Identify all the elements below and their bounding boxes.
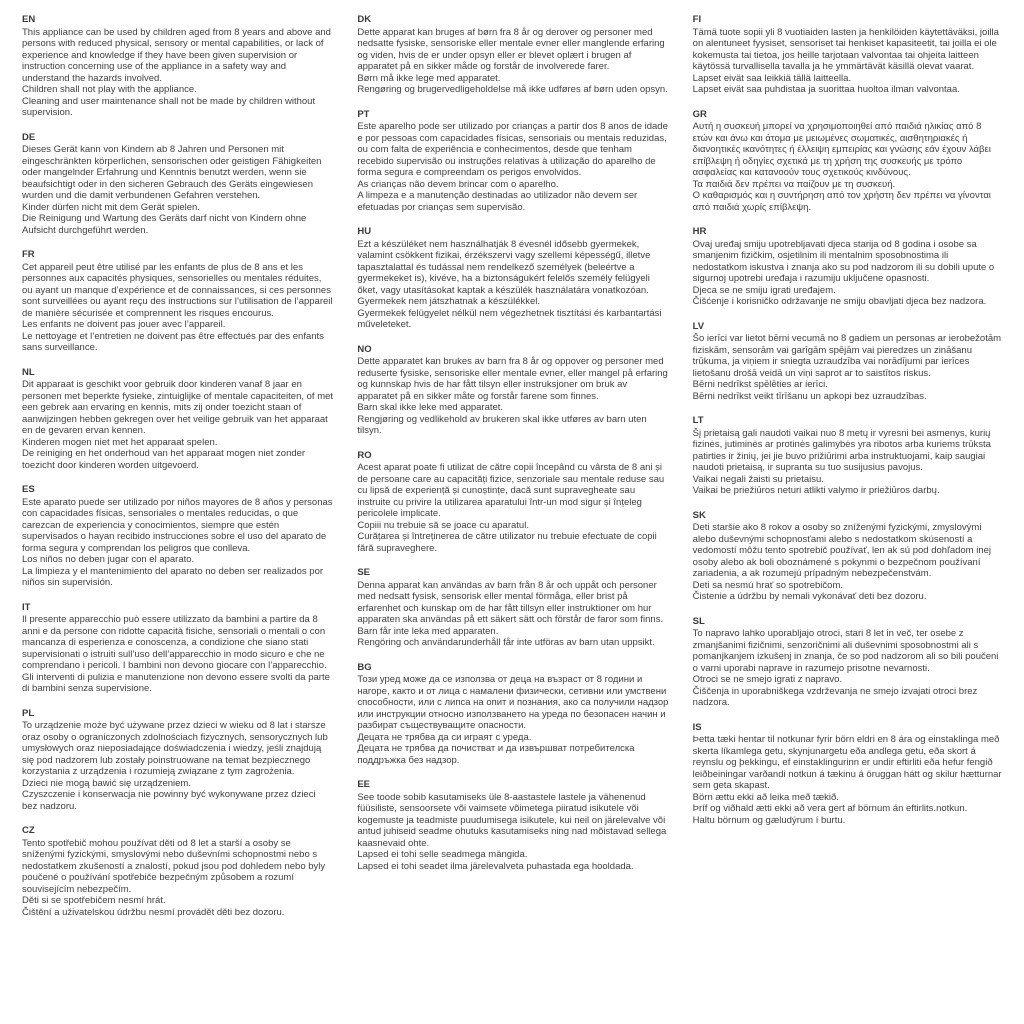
language-code-label: LV xyxy=(692,320,705,332)
language-section-fi xyxy=(693,14,1004,96)
instruction-paragraph: To urządzenie może być używane przez dzieci w wieku od 8 lat i starsze oraz osoby o ograniczonych zdolnościach fizycznych, sensorycznych lub umysłowych oraz nieposiadające doświadczenia i wiedzy, jeśli znajdują się pod nadzorem lub zostały poinstruowane na temat bezpiecznego korzystania z urządzenia i rozumieją związane z tym zagrożenia. xyxy=(22,720,328,777)
instruction-paragraph: Barn skal ikke leke med apparatet. xyxy=(357,402,504,413)
language-section-hu xyxy=(357,226,668,331)
instruction-paragraph: Dit apparaat is geschikt voor gebruik door kinderen vanaf 8 jaar en personen met beperkte fysieke, zintuiglijke of mentale capaciteiten, of met een gebrek aan ervaring en kennis, mits zij onder toezicht staan of aanwijzingen hebben gekregen over het veilige gebruik van het apparaat en de gevaren ervan kennen. xyxy=(22,379,334,436)
instruction-paragraph: Copiii nu trebuie să se joace cu aparatul. xyxy=(357,519,529,531)
instruction-paragraph: Dette apparat kan bruges af børn fra 8 år og derover og personer med nedsatte fysiske, sensoriske eller mentale evner eller manglende erfaring og viden, hvis de er under opsyn eller er blevet oplært i brugen af apparatet på en sikker måde og forstår de involverede farer. xyxy=(357,26,665,72)
instruction-paragraph: Barn får inte leka med apparaten. xyxy=(357,625,499,637)
instruction-paragraph: Rengöring och användarunderhåll får inte utföras av barn utan uppsikt. xyxy=(357,637,655,648)
instruction-paragraph: Šo ierīci var lietot bērni vecumā no 8 gadiem un personas ar ierobežotām fiziskām, sensorām vai garīgām spējām vai pieredzes un zināšanu trūkuma, ja viņiem ir sniegta uzraudzība vai norādījumi par ierīces lietošanu drošā veidā un viņi saprot ar to saistītos riskus. xyxy=(692,333,1002,379)
language-code-label: EN xyxy=(22,14,36,25)
column-left xyxy=(22,14,333,1014)
instruction-paragraph: Αυτή η συσκευή μπορεί να χρησιμοποιηθεί από παιδιά ηλικίας από 8 ετών και άνω και άτομα με μειωμένες σωματικές, αισθητηριακές ή διανοητικές ικανότητες ή έλλειψη εμπειρίας και γνώσης εάν έχουν λάβει επίβλεψη ή οδηγίες σχετικά με τη χρήση της συσκευής με τρόπο ασφαλείας και κατανοούν τους σχετικούς κινδύνους. xyxy=(692,121,991,178)
instruction-paragraph: Djeca se ne smiju igrati uređajem. xyxy=(692,284,836,296)
instruction-paragraph: Šį prietaisą gali naudoti vaikai nuo 8 metų ir vyresni bei asmenys, kurių fizinės, jutiminės ar protinės galimybės yra ribotos arba kuriems trūksta patirties ir žinių, jei jie buvo prižiūrimi arba instruktuojami, kaip saugiai naudoti prietaisą, ir supranta su tuo susijusius pavojus. xyxy=(692,427,991,473)
language-section-sl xyxy=(693,616,1004,709)
language-code-label: IS xyxy=(692,721,702,733)
instruction-paragraph: Děti si se spotřebičem nesmí hrát. xyxy=(22,895,166,906)
language-code-label: HU xyxy=(357,226,372,237)
instruction-paragraph: As crianças não devem brincar com o aparelho. xyxy=(357,178,559,190)
instruction-paragraph: Denna apparat kan användas av barn från 8 år och uppåt och personer med nedsatt fysisk, sensorisk eller mental förmåga, eller brist på erfarenhet och kunskap om de har fått tillsyn eller instruktioner om hur apparaten ska användas på ett säkert sätt och förstår de faror som finns. xyxy=(357,579,664,625)
instruction-paragraph: Rengjøring og vedlikehold av brukeren skal ikke utføres av barn uten tilsyn. xyxy=(357,413,647,436)
instruction-paragraph: Čiščenja in uporabniškega vzdrževanja ne smejo izvajati otroci brez nadzora. xyxy=(692,685,978,708)
instruction-paragraph: Deti sa nesmú hrať so spotrebičom. xyxy=(692,579,844,591)
instruction-paragraph: De reiniging en het onderhoud van het apparaat mogen niet zonder toezicht door kinderen worden uitgevoerd. xyxy=(22,448,306,471)
instruction-paragraph: Acest aparat poate fi utilizat de către copii începând cu vârsta de 8 ani și de persoane care au capacități fizice, senzoriale sau mentale reduse sau cu lipsă de experiență și cunoștințe, dacă sunt supravegheate sau instruite cu privire la utilizarea aparatului într-un mod sigur și înțeleg pericolele implicate. xyxy=(357,462,665,519)
language-code-label: SE xyxy=(357,567,371,578)
instruction-paragraph: This appliance can be used by children aged from 8 years and above and persons with reduced physical, sensory or mental capabilities, or lack of experience and knowledge if they have been given supervision or instruction concerning use of the appliance in a safety way and understand the hazards involved. xyxy=(22,26,331,84)
language-code-label: NL xyxy=(22,366,35,378)
language-section-pt xyxy=(357,109,668,214)
instruction-paragraph: Rengøring og brugervedligeholdelse må ikke udføres af børn uden opsyn. xyxy=(357,84,668,95)
instruction-paragraph: Този уред може да се използва от деца на възраст от 8 години и нагоре, както и от лица с намалени физически, сетивни или умствени способности, или с липса на опит и познания, ако са получили надзор или инструкции относно използването на уреда по безопасен начин и разбират съществуващите опасности. xyxy=(357,674,669,731)
language-section-hr xyxy=(693,226,1004,308)
instruction-paragraph: Cleaning and user maintenance shall not be made by children without supervision. xyxy=(22,95,316,118)
language-section-it xyxy=(22,602,333,695)
language-code-label: HR xyxy=(692,226,707,237)
instruction-paragraph: Börn ættu ekki að leika með tækið. xyxy=(692,791,839,803)
instruction-paragraph: Lapset eivät saa leikkiä tällä laitteella. xyxy=(692,72,852,84)
language-section-nl xyxy=(22,367,333,472)
instruction-paragraph: Ezt a készüléket nem használhatják 8 évesnél idősebb gyermekek, valamint csökkent fizikai, érzékszervi vagy szellemi képességű, illetve tapasztalattal és tudással nem rendelkező személyek (beleértve a gyermekeket is), kivéve, ha a biztonságukért felelős személy felügyeli őket, vagy utasításokat kaptak a készülék használatára vonatkozóan. xyxy=(357,238,651,296)
instruction-paragraph: Čištění a uživatelskou údržbu nesmí provádět děti bez dozoru. xyxy=(22,906,285,918)
instruction-paragraph: Tämä tuote sopii yli 8 vuotiaiden lasten ja henkilöiden käytettäväksi, joilla on alentuneet fyysiset, sensoriset tai henkiset kapasiteetit, tai joilla ei ole kokemusta tai tietoa, jos heille tarjotaan valvontaa tai ohjeita laitteen käytössä turvallisella tavalla ja he ymmärtävät käsillä olevat vaarat. xyxy=(692,26,999,72)
instruction-paragraph: Vaikai negali žaisti su prietaisu. xyxy=(692,473,824,485)
language-section-de xyxy=(22,132,333,237)
instruction-paragraph: Otroci se ne smejo igrati z napravo. xyxy=(692,674,843,685)
column-middle xyxy=(357,14,668,1014)
instruction-paragraph: Gyermekek nem játszhatnak a készülékkel. xyxy=(357,296,541,307)
instruction-paragraph: Les enfants ne doivent pas jouer avec l’appareil. xyxy=(22,319,226,330)
language-section-se xyxy=(357,567,668,649)
language-section-es xyxy=(22,484,333,589)
language-section-dk xyxy=(357,14,668,96)
language-code-label: GR xyxy=(692,108,707,120)
instruction-paragraph: To napravo lahko uporabljajo otroci, stari 8 let in več, ter osebe z zmanjšanimi fizičnimi, senzoričnimi ali duševnimi sposobnostmi ali s pomanjkanjem izkušenj in znanja, če so pod nadzorom ali so bili poučeni o varni uporabi naprave in razumejo prisotne nevarnosti. xyxy=(692,628,999,674)
language-section-no xyxy=(357,344,668,437)
language-section-pl xyxy=(22,708,333,813)
instruction-paragraph: Le nettoyage et l’entretien ne doivent pas être effectués par des enfants sans surveillance. xyxy=(22,330,324,353)
instruction-paragraph: Dette apparatet kan brukes av barn fra 8 år og oppover og personer med reduserte fysiske, sensoriske eller mentale evner, eller mangel på erfaring og kunnskap hvis de har fått tilsyn eller instruksjoner om bruk av apparatet på en sikker måte og forstår farene som finnes. xyxy=(357,356,668,402)
instruction-paragraph: A limpeza e a manutenção destinadas ao utilizador não devem ser efetuadas por crianças sem supervisão. xyxy=(357,190,638,213)
instruction-paragraph: Lapset eivät saa puhdistaa ja suorittaa huoltoa ilman valvontaa. xyxy=(692,84,960,95)
column-right xyxy=(693,14,1004,1014)
instruction-paragraph: Þríf og viðhald ætti ekki að vera gert af börnum án eftirlits.notkun. xyxy=(692,803,968,814)
instruction-paragraph: Čišćenje i korisničko održavanje ne smiju obavljati djeca bez nadzora. xyxy=(692,296,987,307)
instruction-paragraph: Die Reinigung und Wartung des Geräts darf nicht von Kindern ohne Aufsicht durchgeführt werden. xyxy=(22,213,307,236)
language-section-cz xyxy=(22,825,333,918)
instruction-paragraph: Haltu börnum og gæludýrum í burtu. xyxy=(692,814,846,826)
language-section-en xyxy=(22,14,333,119)
instruction-paragraph: Deti staršie ako 8 rokov a osoby so zníženými fyzickými, zmyslovými alebo duševnými schopnosťami alebo s nedostatkom skúseností a vedomostí môžu tento spotrebič používať, len ak sú pod dohľadom inej osoby alebo ak boli oboznámené s pokynmi o bezpečnom používaní zariadenia, a ak rozumejú prípadným nebezpečenstvám. xyxy=(692,522,992,579)
instruction-paragraph: Čistenie a údržbu by nemali vykonávať deti bez dozoru. xyxy=(692,591,927,602)
instruction-paragraph: Kinderen mogen niet met het apparaat spelen. xyxy=(22,436,218,448)
language-code-label: DE xyxy=(22,131,36,143)
language-code-label: FI xyxy=(692,14,702,25)
instruction-paragraph: Децата не трябва да почистват и да извършват потребителска поддръжка без надзор. xyxy=(357,743,635,766)
language-code-label: CZ xyxy=(22,825,35,836)
instruction-paragraph: Ovaj uređaj smiju upotrebljavati djeca starija od 8 godina i osobe sa smanjenim fizičkim, osjetilnim ili mentalnim sposobnostima ili nedostatkom iskustva i znanja ako su pod nadzorom ili su dobili upute o sigurnoj upotrebi uređaja i razumiju uključene opasnosti. xyxy=(692,238,995,284)
language-code-label: PT xyxy=(357,108,370,120)
instruction-paragraph: Dieses Gerät kann von Kindern ab 8 Jahren und Personen mit eingeschränkten körperlichen, sensorischen oder geistigen Fähigkeiten oder mangelnder Erfahrung und Kenntnis benutzt werden, wenn sie beaufsichtigt oder in den sicheren Gebrauch des Geräts eingewiesen wurden und die damit verbundenen Gefahren verstehen. xyxy=(22,144,322,201)
instruction-paragraph: Kinder dürfen nicht mit dem Gerät spielen. xyxy=(22,201,200,213)
language-section-gr xyxy=(693,109,1004,214)
instruction-paragraph: Curățarea și întreținerea de către utilizator nu trebuie efectuate de copii fără supraveghere. xyxy=(357,531,657,554)
language-code-label: LT xyxy=(692,415,704,426)
language-section-fr xyxy=(22,249,333,354)
instruction-paragraph: Децата не трябва да си играят с уреда. xyxy=(357,731,532,743)
language-code-label: PL xyxy=(22,707,35,719)
language-section-ee xyxy=(357,779,668,872)
language-section-lv xyxy=(693,321,1004,403)
language-code-label: IT xyxy=(22,601,31,613)
instruction-paragraph: Vaikai be priežiūros neturi atlikti valymo ir priežiūros darbų. xyxy=(692,485,940,496)
instruction-paragraph: See toode sobib kasutamiseks üle 8-aastastele lastele ja vähenenud füüsiliste, sensoorsete või vaimsete võimetega piiratud isikutele või kogemuste ja teadmiste puudumisega isikutele, kui neil on järelevalve või antud juhiseid seadme ohutuks kasutamiseks ning nad mõistavad sellega kaasnevaid ohte. xyxy=(357,791,667,849)
language-section-bg xyxy=(357,662,668,767)
instruction-paragraph: Il presente apparecchio può essere utilizzato da bambini a partire da 8 anni e da persone con ridotte capacità fisiche, sensoriali o mentali o con mancanza di esperienza e conoscenza, a condizione che siano stati supervisionati o istruiti sull’uso dell’apparecchio in modo sicuro e che ne comprendano i pericoli. I bambini non devono giocare con l’apparecchio. xyxy=(22,614,327,671)
language-code-label: RO xyxy=(357,449,372,461)
instruction-paragraph: Tento spotřebič mohou používat děti od 8 let a starší a osoby se sníženými fyzickými, smyslovými nebo duševními schopnostmi nebo s nedostatkem zkušeností a znalostí, pokud jsou pod dohledem nebo byly poučené o používání spotřebiče bezpečným způsobem a rozumí souvisejícím nebezpečím. xyxy=(22,837,326,895)
instruction-paragraph: Τα παιδιά δεν πρέπει να παίζουν με τη συσκευή. xyxy=(692,178,896,190)
instruction-paragraph: Þetta tæki hentar til notkunar fyrir börn eldri en 8 ára og einstaklinga með skerta líkamlega getu, skynjunargetu eða andlega getu, eða skort á reynslu og þekkingu, ef einstaklingurinn er undir eftirliti eða hefur fengið leiðbeiningar varðandi notkun á tækinu á öruggan hátt og skilur hætturnar sem geta skapast. xyxy=(692,734,1002,791)
instruction-paragraph: Gli interventi di pulizia e manutenzione non devono essere svolti da parte di bambini senza supervisione. xyxy=(22,671,330,694)
instruction-paragraph: Bērni nedrīkst spēlēties ar ierīci. xyxy=(692,379,828,390)
instruction-paragraph: Lapsed ei tohi seadet ilma järelevalveta puhastada ega hooldada. xyxy=(357,860,634,872)
language-code-label: BG xyxy=(357,661,372,673)
instruction-paragraph: La limpieza y el mantenimiento del aparato no deben ser realizados por niños sin supervisión. xyxy=(22,565,324,588)
instruction-paragraph: Este aparato puede ser utilizado por niños mayores de 8 años y personas con capacidades físicas, sensoriales o mentales reducidas, o que carezcan de experiencia y conocimientos, siempre que estén supervisados o hayan recibido instrucciones sobre el uso del aparato de forma segura y comprendan los peligros que conlleva. xyxy=(22,496,333,554)
language-code-label: SK xyxy=(692,509,706,521)
language-section-ro xyxy=(357,450,668,555)
instruction-paragraph: Børn må ikke lege med apparatet. xyxy=(357,72,501,84)
language-code-label: FR xyxy=(22,249,35,260)
instruction-paragraph: Bērni nedrīkst veikt tīrīšanu un apkopi bez uzraudzības. xyxy=(692,390,927,402)
language-code-label: EE xyxy=(357,779,371,790)
language-section-is xyxy=(693,722,1004,827)
instruction-paragraph: Los niños no deben jugar con el aparato. xyxy=(22,554,195,565)
instruction-paragraph: Czyszczenie i konserwacja nie powinny być wykonywane przez dzieci bez nadzoru. xyxy=(22,789,316,812)
instruction-paragraph: Cet appareil peut être utilisé par les enfants de plus de 8 ans et les personnes aux capacités physiques, sensorielles ou mentales réduites, ou ayant un manque d’expérience et de connaissances, si ces personnes sont surveillées ou ayant reçu des instructions sur l’utilisation de l’appareil de manière sécurisée et comprennent les risques encourus. xyxy=(22,261,333,319)
language-code-label: NO xyxy=(357,343,372,355)
instruction-paragraph: Dzieci nie mogą bawić się urządzeniem. xyxy=(22,777,191,789)
instruction-paragraph: Ο καθαρισμός και η συντήρηση από τον χρήστη δεν πρέπει να γίνονται από παιδιά χωρίς επίβλεψη. xyxy=(692,190,991,213)
language-section-sk xyxy=(693,510,1004,603)
language-code-label: ES xyxy=(22,484,35,495)
language-code-label: SL xyxy=(692,615,705,627)
language-code-label: DK xyxy=(357,14,372,25)
instruction-paragraph: Lapsed ei tohi selle seadmega mängida. xyxy=(357,849,528,860)
instruction-paragraph: Children shall not play with the appliance. xyxy=(22,84,197,95)
language-section-lt xyxy=(693,415,1004,497)
instruction-paragraph: Este aparelho pode ser utilizado por crianças a partir dos 8 anos de idade e por pessoas com capacidades físicas, sensoriais ou mentais reduzidas, ou com falta de experiência e conhecimentos, desde que tenham recebido supervisão ou instruções relativas à utilização do aparelho de forma segura e compreendam os perigos envolvidos. xyxy=(357,121,668,178)
instruction-paragraph: Gyermekek felügyelet nélkül nem végezhetnek tisztítási és karbantartási műveleteket. xyxy=(357,307,662,330)
